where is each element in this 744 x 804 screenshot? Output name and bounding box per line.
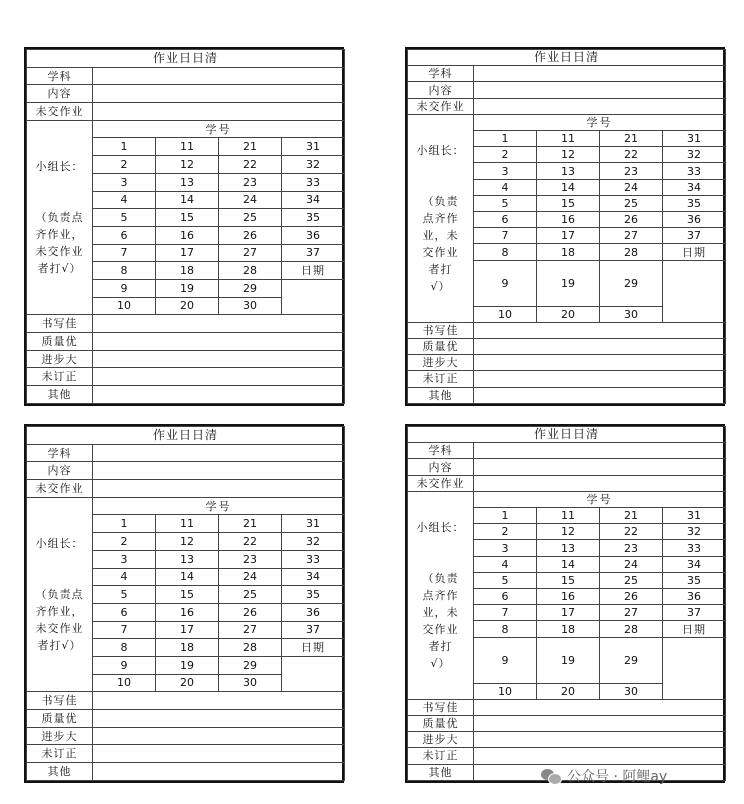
homework-card-top-left xyxy=(24,47,344,406)
date-field[interactable] xyxy=(282,656,345,691)
note-line: （负责点 xyxy=(35,588,84,602)
homework-card-top-right xyxy=(405,47,725,406)
student-number[interactable]: 11 xyxy=(156,515,219,533)
student-number[interactable]: 15 xyxy=(537,572,600,588)
homework-table xyxy=(26,49,345,404)
student-number[interactable]: 32 xyxy=(663,524,726,540)
student-number[interactable]: 34 xyxy=(663,556,726,572)
student-number[interactable]: 9 xyxy=(93,656,156,674)
student-number[interactable]: 17 xyxy=(537,228,600,244)
student-number[interactable]: 5 xyxy=(93,586,156,604)
eval-field[interactable] xyxy=(93,745,345,763)
student-number[interactable]: 21 xyxy=(600,131,663,147)
eval-field[interactable] xyxy=(474,371,726,387)
student-number[interactable]: 9 xyxy=(474,637,537,683)
student-number[interactable]: 20 xyxy=(156,674,219,692)
student-number[interactable]: 12 xyxy=(537,524,600,540)
note-line: √） xyxy=(430,656,451,670)
card-title: 作业日日清 xyxy=(27,427,345,445)
eval-label: 质量优 xyxy=(27,333,93,351)
student-number[interactable]: 8 xyxy=(93,262,156,280)
student-number[interactable]: 25 xyxy=(219,586,282,604)
student-number[interactable]: 28 xyxy=(600,621,663,637)
student-number[interactable]: 17 xyxy=(537,605,600,621)
student-number[interactable]: 22 xyxy=(600,524,663,540)
unsubmitted-field[interactable] xyxy=(474,98,726,114)
eval-label: 未订正 xyxy=(27,745,93,763)
student-number[interactable]: 26 xyxy=(600,212,663,228)
student-number[interactable]: 22 xyxy=(600,147,663,163)
student-number[interactable]: 10 xyxy=(93,674,156,692)
date-label: 日期 xyxy=(663,621,726,637)
student-number[interactable]: 27 xyxy=(600,605,663,621)
student-number[interactable]: 35 xyxy=(282,209,345,227)
student-number[interactable]: 31 xyxy=(663,508,726,524)
student-number[interactable]: 4 xyxy=(93,568,156,586)
eval-label: 书写佳 xyxy=(27,692,93,710)
student-number[interactable]: 5 xyxy=(93,209,156,227)
student-number[interactable]: 37 xyxy=(663,605,726,621)
student-number[interactable]: 16 xyxy=(537,589,600,605)
student-number[interactable]: 2 xyxy=(474,524,537,540)
content-field[interactable] xyxy=(474,459,726,475)
student-number[interactable]: 24 xyxy=(600,179,663,195)
date-field[interactable] xyxy=(663,260,726,322)
subject-label: 学科 xyxy=(27,67,93,85)
student-number[interactable]: 4 xyxy=(93,191,156,209)
content-label: 内容 xyxy=(408,459,474,475)
student-number[interactable]: 23 xyxy=(600,540,663,556)
date-field[interactable] xyxy=(663,637,726,699)
eval-field[interactable] xyxy=(93,386,345,404)
note-line: 点齐作 xyxy=(422,211,459,225)
student-number[interactable]: 17 xyxy=(156,621,219,639)
student-number[interactable]: 16 xyxy=(156,603,219,621)
student-no-header: 学号 xyxy=(93,120,345,138)
student-number[interactable]: 37 xyxy=(282,621,345,639)
student-number[interactable]: 24 xyxy=(600,556,663,572)
card-title: 作业日日清 xyxy=(408,427,726,443)
eval-label: 书写佳 xyxy=(408,322,474,338)
group-leader-label: 小组长： xyxy=(416,143,465,157)
student-number[interactable]: 33 xyxy=(282,173,345,191)
homework-table xyxy=(407,49,726,404)
student-number[interactable]: 30 xyxy=(600,683,663,699)
student-number[interactable]: 21 xyxy=(600,508,663,524)
student-number[interactable]: 19 xyxy=(537,260,600,306)
group-leader-label: 小组长： xyxy=(35,537,84,551)
note-line: （负责 xyxy=(422,194,459,208)
note-line: （负责 xyxy=(422,571,459,585)
student-number[interactable]: 24 xyxy=(219,191,282,209)
student-number[interactable]: 1 xyxy=(474,131,537,147)
student-number[interactable]: 23 xyxy=(600,163,663,179)
student-no-header: 学号 xyxy=(474,114,726,130)
student-number[interactable]: 31 xyxy=(663,131,726,147)
unsubmitted-field[interactable] xyxy=(474,475,726,491)
subject-field[interactable] xyxy=(93,444,345,462)
student-number[interactable]: 30 xyxy=(600,306,663,322)
student-number[interactable]: 24 xyxy=(219,568,282,586)
student-number[interactable]: 13 xyxy=(537,540,600,556)
student-number[interactable]: 35 xyxy=(663,195,726,211)
student-number[interactable]: 34 xyxy=(282,568,345,586)
student-number[interactable]: 13 xyxy=(156,173,219,191)
student-number[interactable]: 7 xyxy=(474,605,537,621)
student-number[interactable]: 5 xyxy=(474,572,537,588)
student-number[interactable]: 16 xyxy=(537,212,600,228)
student-number[interactable]: 2 xyxy=(93,533,156,551)
student-number[interactable]: 15 xyxy=(537,195,600,211)
student-number[interactable]: 3 xyxy=(474,163,537,179)
eval-label: 进步大 xyxy=(27,350,93,368)
eval-label: 进步大 xyxy=(27,727,93,745)
student-number[interactable]: 26 xyxy=(600,589,663,605)
note-line: 者打√） xyxy=(37,262,82,276)
student-number[interactable]: 9 xyxy=(474,260,537,306)
student-number[interactable]: 31 xyxy=(282,138,345,156)
student-number[interactable]: 1 xyxy=(93,515,156,533)
student-number[interactable]: 17 xyxy=(156,244,219,262)
student-number[interactable]: 11 xyxy=(156,138,219,156)
student-number[interactable]: 8 xyxy=(474,244,537,260)
student-number[interactable]: 26 xyxy=(219,603,282,621)
eval-field[interactable] xyxy=(93,763,345,781)
student-number[interactable]: 6 xyxy=(93,226,156,244)
watermark-text: 公众号 · 阿鲤ay xyxy=(567,769,668,785)
student-number[interactable]: 15 xyxy=(156,209,219,227)
eval-label: 未订正 xyxy=(27,368,93,386)
student-number[interactable]: 12 xyxy=(156,156,219,174)
content-field[interactable] xyxy=(93,462,345,480)
student-number[interactable]: 35 xyxy=(282,586,345,604)
student-number[interactable]: 2 xyxy=(93,156,156,174)
student-number[interactable]: 28 xyxy=(600,244,663,260)
eval-field[interactable] xyxy=(93,727,345,745)
student-number[interactable]: 18 xyxy=(537,621,600,637)
eval-label: 质量优 xyxy=(408,715,474,731)
student-number[interactable]: 29 xyxy=(600,637,663,683)
student-number[interactable]: 12 xyxy=(156,533,219,551)
group-leader-cell xyxy=(27,497,93,692)
student-number[interactable]: 27 xyxy=(219,244,282,262)
content-label: 内容 xyxy=(408,82,474,98)
student-number[interactable]: 25 xyxy=(219,209,282,227)
student-number[interactable]: 23 xyxy=(219,173,282,191)
student-no-header: 学号 xyxy=(93,497,345,515)
student-number[interactable]: 21 xyxy=(219,515,282,533)
student-number[interactable]: 14 xyxy=(156,568,219,586)
eval-label: 其他 xyxy=(408,387,474,403)
student-number[interactable]: 11 xyxy=(537,508,600,524)
student-number[interactable]: 30 xyxy=(219,674,282,692)
eval-field[interactable] xyxy=(93,368,345,386)
student-number[interactable]: 27 xyxy=(600,228,663,244)
content-field[interactable] xyxy=(474,82,726,98)
student-number[interactable]: 25 xyxy=(600,195,663,211)
student-number[interactable]: 16 xyxy=(156,226,219,244)
eval-label: 其他 xyxy=(27,763,93,781)
student-number[interactable]: 34 xyxy=(282,191,345,209)
eval-field[interactable] xyxy=(474,699,726,715)
note-line: 未交作业 xyxy=(35,622,84,636)
student-number[interactable]: 13 xyxy=(537,163,600,179)
eval-label: 进步大 xyxy=(408,732,474,748)
eval-field[interactable] xyxy=(474,355,726,371)
card-title: 作业日日清 xyxy=(27,50,345,68)
homework-table xyxy=(407,426,726,781)
group-leader-cell xyxy=(27,120,93,315)
student-number[interactable]: 1 xyxy=(93,138,156,156)
eval-field[interactable] xyxy=(93,710,345,728)
note-line: （负责点 xyxy=(35,211,84,225)
eval-field[interactable] xyxy=(93,692,345,710)
eval-label: 进步大 xyxy=(408,355,474,371)
group-leader-cell xyxy=(408,114,474,322)
eval-field[interactable] xyxy=(93,333,345,351)
eval-label: 其他 xyxy=(408,764,474,780)
eval-field[interactable] xyxy=(474,732,726,748)
group-leader-cell xyxy=(408,491,474,699)
student-number[interactable]: 8 xyxy=(93,639,156,657)
student-number[interactable]: 30 xyxy=(219,297,282,315)
date-label: 日期 xyxy=(663,244,726,260)
student-number[interactable]: 33 xyxy=(663,540,726,556)
homework-table xyxy=(26,426,345,781)
unsubmitted-field[interactable] xyxy=(93,480,345,498)
eval-field[interactable] xyxy=(474,748,726,764)
student-number[interactable]: 33 xyxy=(282,550,345,568)
student-number[interactable]: 33 xyxy=(663,163,726,179)
student-number[interactable]: 19 xyxy=(156,279,219,297)
content-label: 内容 xyxy=(27,85,93,103)
student-number[interactable]: 6 xyxy=(474,589,537,605)
student-number[interactable]: 22 xyxy=(219,156,282,174)
eval-label: 书写佳 xyxy=(27,315,93,333)
watermark xyxy=(541,765,667,787)
note-line: 未交作业 xyxy=(35,245,84,259)
student-number[interactable]: 36 xyxy=(663,589,726,605)
unsubmitted-label: 未交作业 xyxy=(408,98,474,114)
student-number[interactable]: 35 xyxy=(663,572,726,588)
student-number[interactable]: 32 xyxy=(282,156,345,174)
student-number[interactable]: 18 xyxy=(156,639,219,657)
student-number[interactable]: 20 xyxy=(156,297,219,315)
student-number[interactable]: 14 xyxy=(537,179,600,195)
note-line: 点齐作 xyxy=(422,588,459,602)
unsubmitted-label: 未交作业 xyxy=(408,475,474,491)
unsubmitted-field[interactable] xyxy=(93,103,345,121)
eval-label: 书写佳 xyxy=(408,699,474,715)
note-line: 者打√） xyxy=(37,639,82,653)
note-line: 齐作业， xyxy=(35,228,84,242)
student-number[interactable]: 6 xyxy=(93,603,156,621)
student-number[interactable]: 37 xyxy=(282,244,345,262)
note-line: 者打 xyxy=(428,639,453,653)
content-field[interactable] xyxy=(93,85,345,103)
student-number[interactable]: 12 xyxy=(537,147,600,163)
student-number[interactable]: 10 xyxy=(474,683,537,699)
note-line: 业，未 xyxy=(422,228,459,242)
student-number[interactable]: 9 xyxy=(93,279,156,297)
subject-field[interactable] xyxy=(474,66,726,82)
student-number[interactable]: 25 xyxy=(600,572,663,588)
subject-field[interactable] xyxy=(93,67,345,85)
student-number[interactable]: 3 xyxy=(474,540,537,556)
student-number[interactable]: 8 xyxy=(474,621,537,637)
student-number[interactable]: 10 xyxy=(93,297,156,315)
student-number[interactable]: 26 xyxy=(219,226,282,244)
date-field[interactable] xyxy=(282,279,345,314)
date-label: 日期 xyxy=(282,262,345,280)
eval-field[interactable] xyxy=(474,338,726,354)
subject-label: 学科 xyxy=(408,443,474,459)
subject-label: 学科 xyxy=(408,66,474,82)
student-number[interactable]: 7 xyxy=(474,228,537,244)
student-number[interactable]: 11 xyxy=(537,131,600,147)
eval-label: 未订正 xyxy=(408,371,474,387)
homework-card-bottom-right xyxy=(405,424,725,783)
group-leader-label: 小组长： xyxy=(35,160,84,174)
note-line: 交作业 xyxy=(422,622,459,636)
student-number[interactable]: 14 xyxy=(156,191,219,209)
note-line: 交作业 xyxy=(422,245,459,259)
student-number[interactable]: 18 xyxy=(537,244,600,260)
student-number[interactable]: 32 xyxy=(282,533,345,551)
unsubmitted-label: 未交作业 xyxy=(27,103,93,121)
subject-label: 学科 xyxy=(27,444,93,462)
note-line: √） xyxy=(430,279,451,293)
eval-label: 质量优 xyxy=(27,710,93,728)
student-number[interactable]: 27 xyxy=(219,621,282,639)
eval-field[interactable] xyxy=(474,715,726,731)
student-number[interactable]: 29 xyxy=(219,279,282,297)
student-number[interactable]: 6 xyxy=(474,212,537,228)
content-label: 内容 xyxy=(27,462,93,480)
student-number[interactable]: 13 xyxy=(156,550,219,568)
student-number[interactable]: 7 xyxy=(93,621,156,639)
student-number[interactable]: 37 xyxy=(663,228,726,244)
unsubmitted-label: 未交作业 xyxy=(27,480,93,498)
eval-label: 质量优 xyxy=(408,338,474,354)
homework-card-bottom-left xyxy=(24,424,344,783)
student-number[interactable]: 7 xyxy=(93,244,156,262)
student-number[interactable]: 4 xyxy=(474,556,537,572)
student-number[interactable]: 28 xyxy=(219,639,282,657)
student-number[interactable]: 5 xyxy=(474,195,537,211)
student-number[interactable]: 15 xyxy=(156,586,219,604)
student-number[interactable]: 34 xyxy=(663,179,726,195)
student-number[interactable]: 19 xyxy=(537,637,600,683)
note-line: 业，未 xyxy=(422,605,459,619)
student-number[interactable]: 29 xyxy=(219,656,282,674)
student-number[interactable]: 10 xyxy=(474,306,537,322)
eval-label: 其他 xyxy=(27,386,93,404)
eval-label: 未订正 xyxy=(408,748,474,764)
eval-field[interactable] xyxy=(474,322,726,338)
student-number[interactable]: 3 xyxy=(93,173,156,191)
student-number[interactable]: 20 xyxy=(537,306,600,322)
student-number[interactable]: 1 xyxy=(474,508,537,524)
student-number[interactable]: 2 xyxy=(474,147,537,163)
student-number[interactable]: 28 xyxy=(219,262,282,280)
student-number[interactable]: 36 xyxy=(663,212,726,228)
student-number[interactable]: 3 xyxy=(93,550,156,568)
student-number[interactable]: 32 xyxy=(663,147,726,163)
student-number[interactable]: 36 xyxy=(282,226,345,244)
student-number[interactable]: 18 xyxy=(156,262,219,280)
subject-field[interactable] xyxy=(474,443,726,459)
student-number[interactable]: 22 xyxy=(219,533,282,551)
student-number[interactable]: 4 xyxy=(474,179,537,195)
student-no-header: 学号 xyxy=(474,491,726,507)
student-number[interactable]: 31 xyxy=(282,515,345,533)
wechat-icon xyxy=(541,768,561,784)
student-number[interactable]: 19 xyxy=(156,656,219,674)
student-number[interactable]: 23 xyxy=(219,550,282,568)
note-line: 者打 xyxy=(428,262,453,276)
eval-field[interactable] xyxy=(93,315,345,333)
date-label: 日期 xyxy=(282,639,345,657)
eval-field[interactable] xyxy=(93,350,345,368)
student-number[interactable]: 29 xyxy=(600,260,663,306)
group-leader-label: 小组长： xyxy=(416,520,465,534)
card-title: 作业日日清 xyxy=(408,50,726,66)
student-number[interactable]: 20 xyxy=(537,683,600,699)
eval-field[interactable] xyxy=(474,387,726,403)
note-line: 齐作业， xyxy=(35,605,84,619)
student-number[interactable]: 14 xyxy=(537,556,600,572)
student-number[interactable]: 36 xyxy=(282,603,345,621)
student-number[interactable]: 21 xyxy=(219,138,282,156)
